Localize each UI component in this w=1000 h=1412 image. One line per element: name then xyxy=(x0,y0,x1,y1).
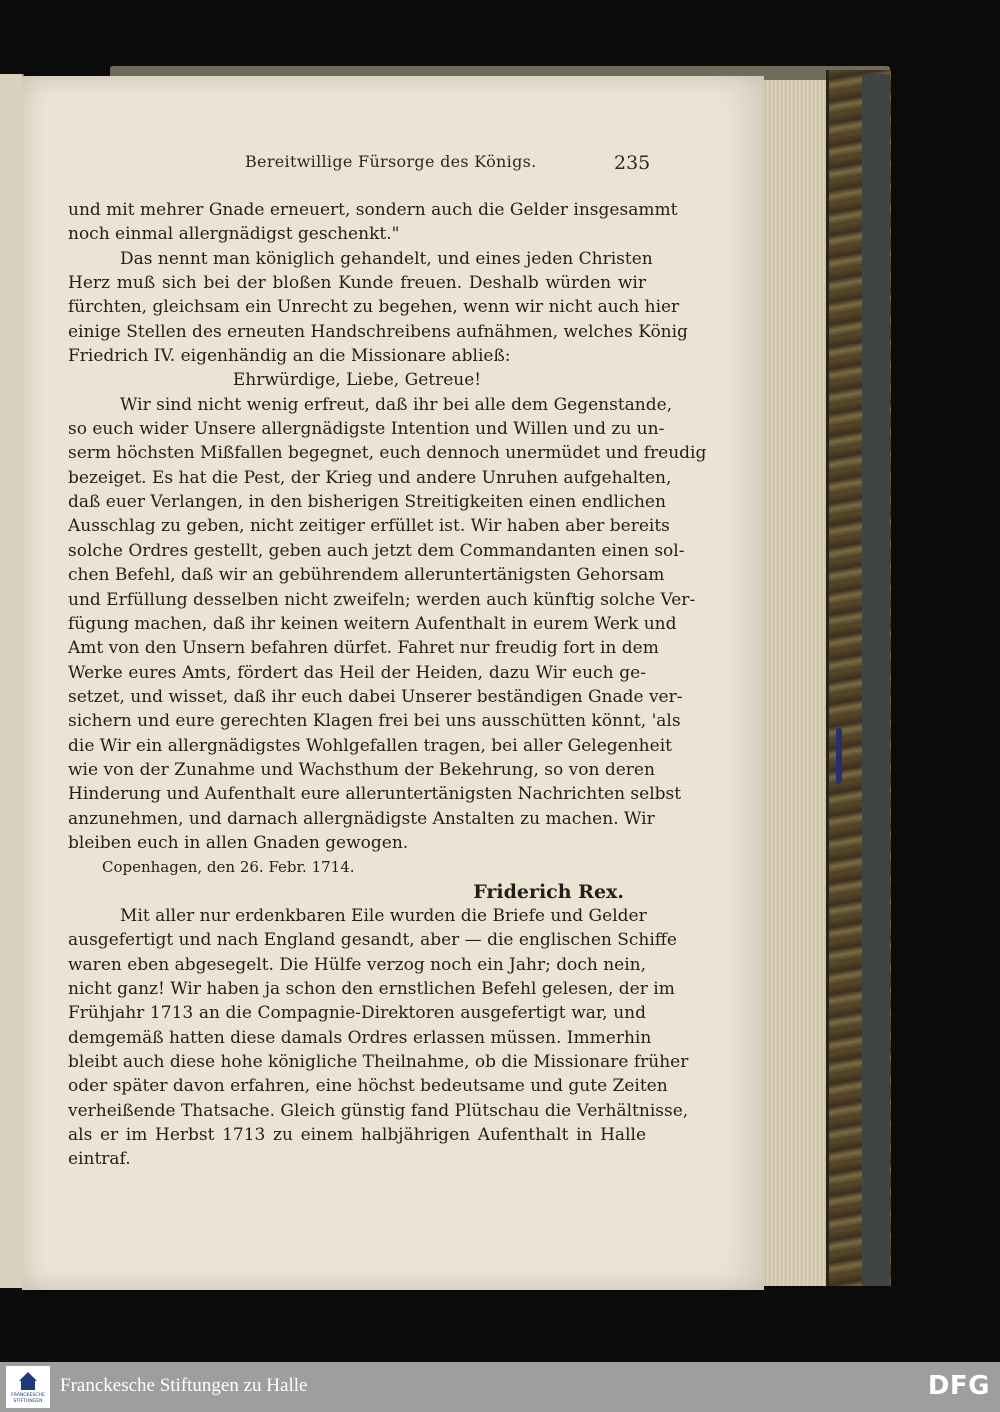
logo-text xyxy=(6,1393,50,1405)
text-line: anzunehmen, und darnach allergnädigste Anstalten zu machen. Wir xyxy=(68,808,655,829)
text-line: waren eben abgesegelt. Die Hülfe verzog noch ein Jahr; doch nein, xyxy=(68,954,646,975)
dfg-logo[interactable]: DFG xyxy=(927,1371,990,1401)
bookmark-ribbon xyxy=(836,728,842,784)
text-line: bezeiget. Es hat die Pest, der Krieg und andere Unruhen aufgehalten, xyxy=(68,467,672,488)
text-line: Hinderung und Aufenthalt eure alleruntertänigsten Nachrichten selbst xyxy=(68,784,682,805)
logo-text-line-1: FRANCKESCHE xyxy=(11,1393,45,1398)
text-line: wie von der Zunahme und Wachsthum der Bekehrung, so von deren xyxy=(68,759,655,780)
letter-salutation: Ehrwürdige, Liebe, Getreue! xyxy=(232,370,482,391)
cover-spine xyxy=(862,74,890,1286)
page-stack-edge xyxy=(760,80,828,1286)
logo-building-icon xyxy=(21,1381,35,1390)
letter-place-date: Copenhagen, den 26. Febr. 1714. xyxy=(102,858,355,877)
text-line: fürchten, gleichsam ein Unrecht zu begehen, wenn wir nicht auch hier xyxy=(68,297,680,318)
viewer-footer-bar xyxy=(0,1362,1000,1412)
page-number: 235 xyxy=(614,152,651,174)
text-line: so euch wider Unsere allergnädigste Intention und Willen und zu un- xyxy=(68,419,665,440)
text-line: Amt von den Unsern befahren dürfet. Fahret nur freudig fort in dem xyxy=(68,638,659,659)
text-line: noch einmal allergnädigst geschenkt." xyxy=(68,224,400,245)
text-line: demgemäß hatten diese damals Ordres erlassen müssen. Immerhin xyxy=(68,1027,652,1048)
text-line: die Wir ein allergnädigstes Wohlgefallen tragen, bei aller Gelegenheit xyxy=(68,735,672,756)
text-line: serm höchsten Mißfallen begegnet, euch dennoch unermüdet und freudig xyxy=(68,443,707,464)
text-line: daß euer Verlangen, in den bisherigen Streitigkeiten einen endlichen xyxy=(68,492,666,513)
page-body-text xyxy=(68,198,707,1172)
franckesche-stiftungen-logo[interactable] xyxy=(6,1366,50,1408)
left-page-edge xyxy=(0,74,24,1288)
running-head: Bereitwillige Fürsorge des Königs. xyxy=(245,152,537,171)
text-line: bleibt auch diese hohe königliche Theilnahme, ob die Missionare früher xyxy=(68,1052,689,1073)
text-line: fügung machen, daß ihr keinen weitern Aufenthalt in eurem Werk und xyxy=(68,613,677,634)
text-line: verheißende Thatsache. Gleich günstig fand Plütschau die Verhältnisse, xyxy=(68,1100,689,1121)
text-line: Das nennt man königlich gehandelt, und eines jeden Christen xyxy=(120,248,653,269)
text-line: Mit aller nur erdenkbaren Eile wurden die Briefe und Gelder xyxy=(120,905,647,926)
text-line: Werke eures Amts, fördert das Heil der Heiden, dazu Wir euch ge- xyxy=(68,662,646,683)
text-line: als er im Herbst 1713 zu einem halbjährigen Aufenthalt in Halle xyxy=(68,1125,646,1146)
letter-signature: Friderich Rex. xyxy=(473,880,624,903)
text-line: und Erfüllung desselben nicht zweifeln; werden auch künftig solche Ver- xyxy=(68,589,696,610)
text-line: eintraf. xyxy=(68,1149,131,1170)
institution-name: Franckesche Stiftungen zu Halle xyxy=(60,1375,308,1396)
text-line: bleiben euch in allen Gnaden gewogen. xyxy=(68,832,409,853)
text-line: sichern und eure gerechten Klagen frei bei uns ausschütten könnt, 'als xyxy=(68,711,681,732)
logo-roof-icon xyxy=(19,1372,37,1381)
text-line: Frühjahr 1713 an die Compagnie-Direktoren ausgefertigt war, und xyxy=(68,1003,646,1024)
text-line: nicht ganz! Wir haben ja schon den ernstlichen Befehl gelesen, der im xyxy=(68,979,675,999)
text-line: Ausschlag zu geben, nicht zeitiger erfüllet ist. Wir haben aber bereits xyxy=(68,516,670,537)
text-line: und mit mehrer Gnade erneuert, sondern auch die Gelder insgesammt xyxy=(68,200,678,220)
logo-text-line-2: STIFTUNGEN xyxy=(13,1399,43,1404)
text-line: chen Befehl, daß wir an gebührendem alleruntertänigsten Gehorsam xyxy=(68,565,665,586)
text-line: setzet, und wisset, daß ihr euch dabei Unserer beständigen Gnade ver- xyxy=(68,686,683,707)
text-line: einige Stellen des erneuten Handschreibens aufnähmen, welches König xyxy=(68,321,688,342)
text-line: Friedrich IV. eigenhändig an die Missionare abließ: xyxy=(68,346,511,367)
text-line: ausgefertigt und nach England gesandt, aber — die englischen Schiffe xyxy=(68,930,677,951)
text-line: oder später davon erfahren, eine höchst bedeutsame und gute Zeiten xyxy=(68,1076,668,1097)
text-line: Wir sind nicht wenig erfreut, daß ihr bei alle dem Gegenstande, xyxy=(120,394,673,415)
text-line: Herz muß sich bei der bloßen Kunde freuen. Deshalb würden wir xyxy=(68,273,646,294)
text-line: solche Ordres gestellt, geben auch jetzt dem Commandanten einen sol- xyxy=(68,540,685,561)
